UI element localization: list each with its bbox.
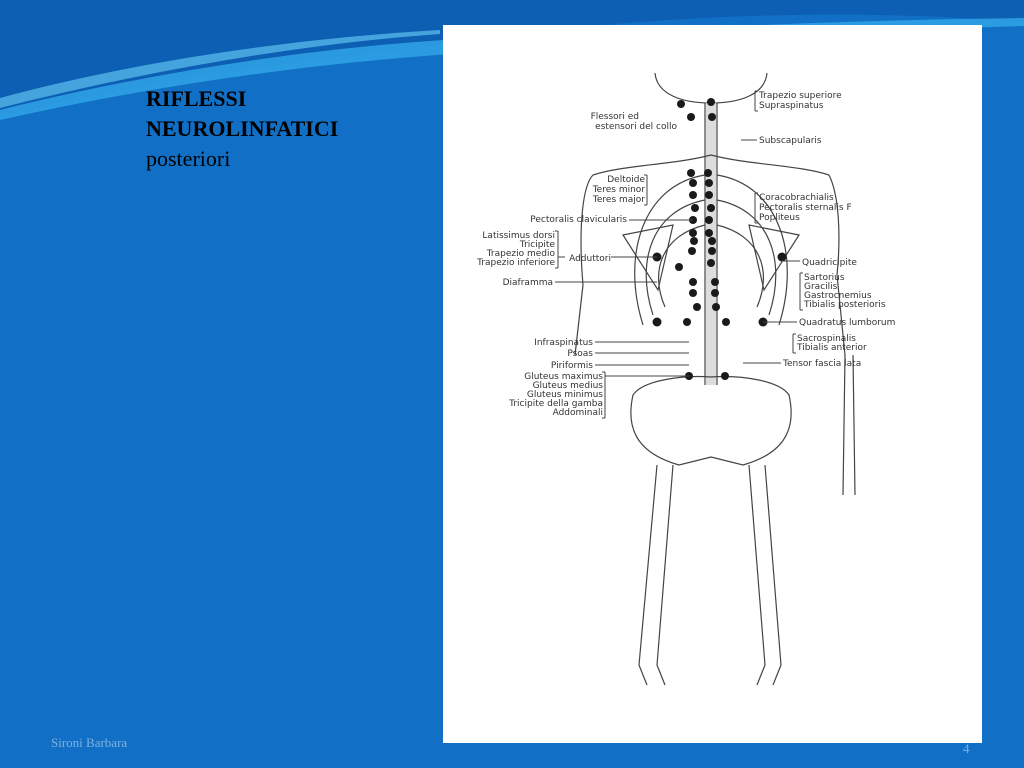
skeleton-icon — [575, 73, 855, 685]
label-estensori-collo: estensori del collo — [595, 122, 677, 132]
label-adduttori: Adduttori — [569, 254, 611, 264]
label-teres-major: Teres major — [592, 195, 645, 205]
label-sartorius: Sartorius — [804, 273, 845, 283]
labels-right — [758, 91, 895, 369]
title-line-2: NEUROLINFATICI — [146, 116, 339, 141]
label-popliteus: Popliteus — [759, 213, 800, 223]
label-tricipite-gamba: Tricipite della gamba — [509, 399, 603, 409]
label-sacrospinalis: Sacrospinalis — [797, 334, 856, 344]
label-trapezio-inferiore: Trapezio inferiore — [477, 258, 555, 268]
label-diaframma: Diaframma — [502, 278, 553, 288]
label-gastrocnemius: Gastrocnemius — [804, 291, 872, 301]
slide-title — [146, 84, 426, 174]
label-gluteus-medius: Gluteus medius — [532, 381, 603, 391]
title-subtitle: posteriori — [146, 146, 231, 171]
label-gluteus-maximus: Gluteus maximus — [524, 372, 603, 382]
label-trapezio-medio: Trapezio medio — [486, 249, 555, 259]
footer-author: Sironi Barbara — [51, 735, 128, 750]
skeleton-illustration — [443, 25, 982, 743]
label-tensor-fascia-lata: Tensor fascia lata — [783, 359, 862, 369]
label-flessori-ed: Flessori ed — [590, 112, 639, 122]
label-deltoide: Deltoide — [607, 175, 645, 185]
label-addominali: Addominali — [552, 408, 603, 418]
figure-panel — [443, 25, 982, 743]
label-tricipite: Tricipite — [519, 240, 555, 250]
label-quadratus-lumborum: Quadratus lumborum — [799, 318, 896, 328]
label-piriformis: Piriformis — [550, 361, 593, 371]
label-tibialis-posterioris: Tibialis posterioris — [804, 300, 886, 310]
label-coracobrachialis: Coracobrachialis — [759, 193, 834, 203]
label-subscapularis: Subscapularis — [759, 136, 822, 146]
label-trapezio-superiore: Trapezio superiore — [759, 91, 842, 101]
label-tibialis-anterior: Tibialis anterior — [797, 343, 867, 353]
label-gluteus-minimus: Gluteus minimus — [526, 390, 603, 400]
label-supraspinatus: Supraspinatus — [759, 101, 824, 111]
label-latissimus-dorsi: Latissimus dorsi — [482, 231, 555, 241]
label-psoas: Psoas — [567, 349, 593, 359]
label-pectoralis-clavicularis: Pectoralis clavicularis — [530, 215, 627, 225]
title-line-1: RIFLESSI — [146, 86, 247, 111]
label-gracilis: Gracilis — [804, 282, 838, 292]
label-teres-minor: Teres minor — [592, 185, 645, 195]
bracket-lines-right — [741, 91, 803, 363]
label-infraspinatus: Infraspinatus — [534, 338, 593, 348]
labels-left — [476, 112, 677, 418]
label-pectoralis-sternalis: Pectoralis sternalis F — [759, 203, 852, 213]
label-quadricipite: Quadricipite — [802, 258, 857, 268]
page-number: 4 — [963, 741, 970, 756]
